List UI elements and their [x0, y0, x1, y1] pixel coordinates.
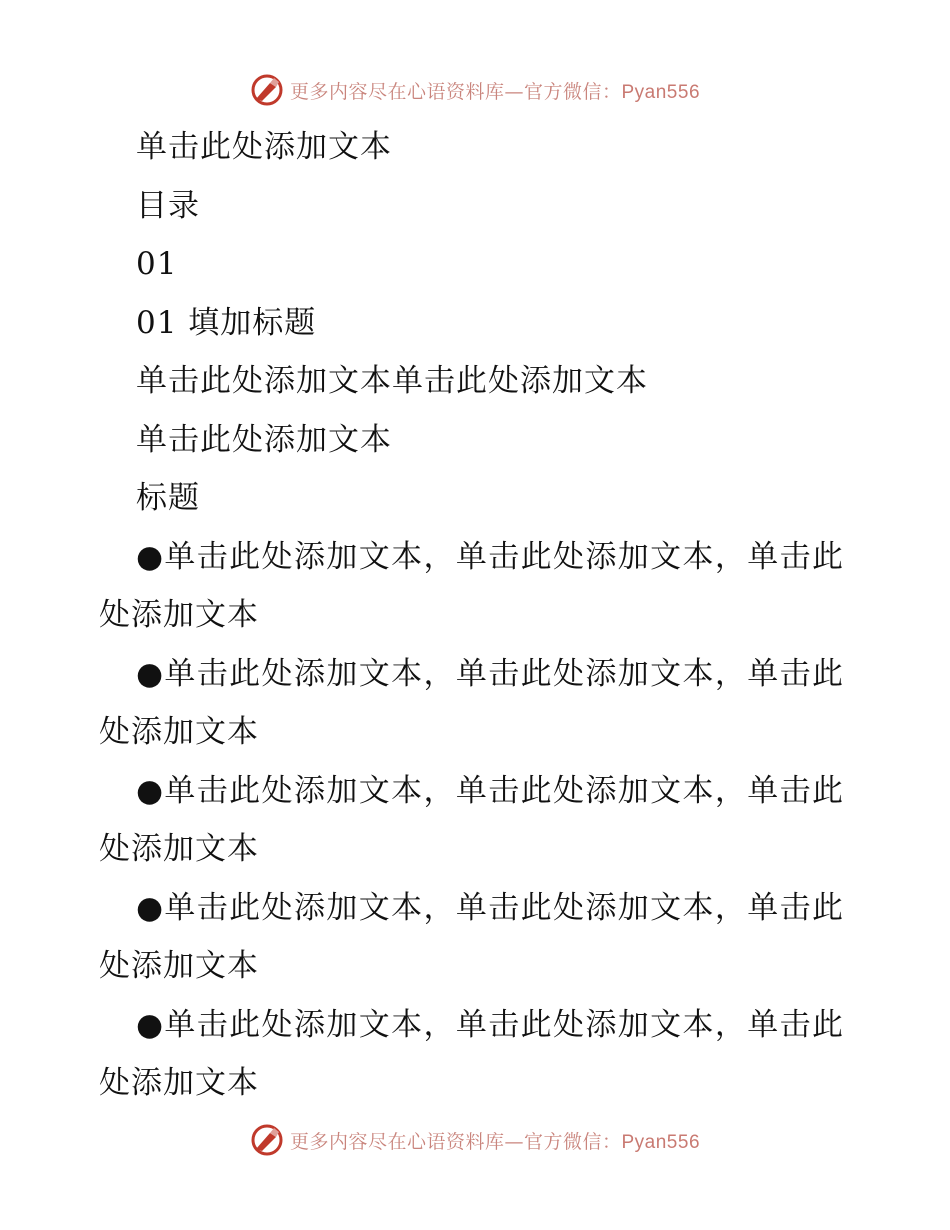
bullet-paragraph: ●单击此处添加文本，单击此处添加文本，单击此处添加文本 — [99, 538, 844, 633]
subheading: 标题 — [136, 480, 200, 516]
bullet-paragraph: ●单击此处添加文本，单击此处添加文本，单击此处添加文本 — [99, 1006, 844, 1101]
bullet-paragraph: ●单击此处添加文本，单击此处添加文本，单击此处添加文本 — [99, 889, 844, 984]
pen-logo-icon — [250, 1123, 284, 1157]
watermark-text: 更多内容尽在心语资料库—官方微信：Pyan556 — [289, 80, 701, 103]
document-body — [99, 118, 844, 1113]
text-line: 单击此处添加文本单击此处添加文本 — [136, 363, 648, 399]
text-line: 单击此处添加文本 — [136, 129, 392, 165]
bullet-paragraph: ●单击此处添加文本，单击此处添加文本，单击此处添加文本 — [99, 655, 844, 750]
section-title: 01 填加标题 — [136, 304, 317, 341]
section-number: 01 — [136, 246, 178, 282]
footer-watermark — [0, 1120, 950, 1160]
text-line: 单击此处添加文本 — [136, 421, 392, 458]
header-watermark — [0, 70, 950, 110]
toc-heading: 目录 — [136, 187, 200, 224]
bullet-paragraph: ●单击此处添加文本，单击此处添加文本，单击此处添加文本 — [99, 772, 844, 867]
pen-logo-icon — [250, 73, 284, 107]
watermark-text: 更多内容尽在心语资料库—官方微信：Pyan556 — [289, 1130, 701, 1153]
